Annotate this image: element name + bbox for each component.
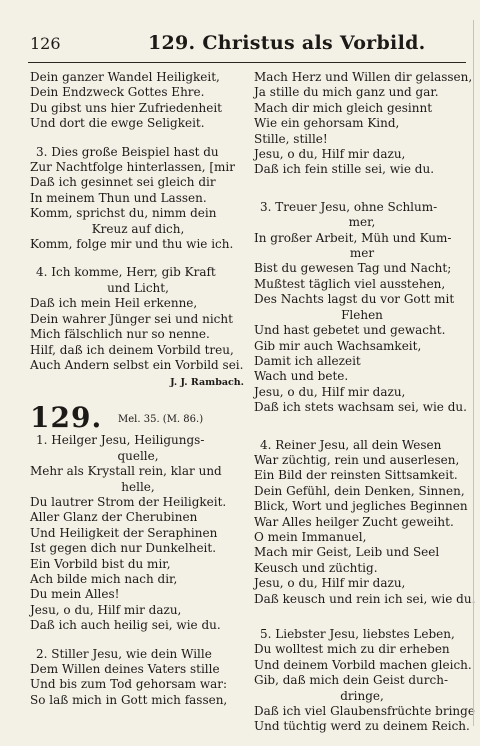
verse-line: Mach dir mich gleich gesinnt [254,100,433,115]
verse-line: Du lautrer Strom der Heiligkeit. [30,494,227,509]
hymn-129-stanza-1 [30,433,246,633]
hymn-129-stanza-4 [254,437,476,607]
hymn-129-stanza-3 [254,200,470,416]
verse-line: 4. Ich komme, Herr, gib Kraft [36,265,216,280]
verse-line: Daß ich stets wachsam sei, wie du. [254,400,467,415]
verse-line: Jesu, o du, Hilf mir dazu, [254,147,406,162]
verse-line: Des Nachts lagst du vor Gott mit [254,292,455,307]
verse-line: Und hast gebetet und gewacht. [254,323,446,338]
verse-line: Keusch und züchtig. [254,560,378,575]
verse-line: Dein ganzer Wandel Heiligkeit, [30,70,220,84]
verse-line: Daß ich fein stille sei, wie du. [254,162,435,177]
stanza-4 [30,265,246,373]
verse-line: Dein wahrer Jünger sei und nicht [30,311,233,326]
verse-line: Kreuz auf dich, [91,221,185,236]
verse-line: Und deinem Vorbild machen gleich. [254,657,472,672]
verse-line: dringe, [340,688,384,703]
verse-line: helle, [121,479,155,494]
verse-line: Damit ich allezeit [254,353,361,368]
verse-line: Wie ein gehorsam Kind, [254,116,400,131]
verse-line: Du gibst uns hier Zufriedenheit [30,100,222,115]
verse-line: Dein Endzweck Gottes Ehre. [30,85,205,100]
running-title: 129. Christus als Vorbild. [148,32,426,54]
verse-line: Mach mir Geist, Leib und Seel [254,545,440,560]
verse-line: Komm, sprichst du, nimm dein [30,206,217,221]
verse-line: Dem Willen deines Vaters stille [30,662,220,676]
verse-line: Ja stille du mich ganz und gar. [254,85,439,100]
verse-line: Dein Gefühl, dein Denken, Sinnen, [254,483,465,498]
verse-line: Mich fälschlich nur so nenne. [30,327,210,342]
verse-line: Und dort die ewge Seligkeit. [30,116,205,131]
verse-line: Und Heiligkeit der Seraphinen [30,525,218,540]
verse-line: Und bis zum Tod gehorsam war: [30,677,228,692]
verse-line: Blick, Wort und jegliches Beginnen [254,499,468,514]
verse-line: Daß keusch und rein ich sei, wie du. [254,591,476,606]
verse-line: War Alles heilger Zucht geweiht. [254,514,454,529]
author-attribution: J. J. Rambach. [170,377,244,389]
verse-line: 3. Treuer Jesu, ohne Schlum- [260,199,438,214]
verse-line: Daß ich mein Heil erkenne, [30,296,198,311]
verse-line: Und tüchtig werd zu deinem Reich. [254,719,470,734]
verse-line: mer [349,246,375,261]
verse-line: Jesu, o du, Hilf mir dazu, [254,576,406,591]
page-header [30,30,466,58]
verse-line: Du mein Alles! [30,587,120,602]
verse-line: Ein Vorbild bist du mir, [30,556,171,571]
verse-line: Bist du gewesen Tag und Nacht; [254,261,452,276]
verse-line: O mein Immanuel, [254,529,367,544]
verse-line: 1. Heilger Jesu, Heiligungs- [36,433,205,448]
stanza-end-previous [30,70,246,132]
left-column [30,70,246,708]
verse-line: Zur Nachtfolge hinterlassen, [mir [30,160,236,175]
verse-line: Jesu, o du, Hilf mir dazu, [30,602,182,617]
verse-line: Aller Glanz der Cherubinen [30,510,198,525]
hymn-129-stanza-2 [30,647,246,709]
hymn-129-stanza-5 [254,627,475,735]
verse-line: Ist gegen dich nur Dunkelheit. [30,541,217,556]
verse-line: und Licht, [107,280,169,295]
verse-line: Wach und bete. [254,369,349,384]
verse-line: Stille, stille! [254,131,328,146]
verse-line: Ach bilde mich nach dir, [30,571,178,586]
verse-line: 4. Reiner Jesu, all dein Wesen [260,437,442,452]
verse-line: Mußtest täglich viel ausstehen, [254,276,446,291]
verse-line: So laß mich in Gott mich fassen, [30,692,228,707]
verse-line: In meinem Thun und Lassen. [30,190,207,205]
verse-line: Daß ich auch heilig sei, wie du. [30,618,221,633]
hymn-number: 129. [30,401,103,435]
verse-line: mer, [348,215,376,230]
verse-line: War züchtig, rein und auserlesen, [254,452,460,467]
verse-line: Auch Andern selbst ein Vorbild sei. [30,357,244,372]
verse-line: Daß ich viel Glaubensfrüchte bringe [254,704,475,719]
melody-reference: Mel. 35. (M. 86.) [118,414,204,426]
verse-line: Gib mir auch Wachsamkeit, [254,338,422,353]
verse-line: Daß ich gesinnet sei gleich dir [30,175,216,190]
hymn-heading [30,401,246,433]
verse-line: Ein Bild der reinsten Sittsamkeit. [254,468,458,483]
header-rule [28,62,466,63]
verse-line: In großer Arbeit, Müh und Kum- [254,230,452,245]
stanza-3 [30,145,246,253]
verse-line: Komm, folge mir und thu wie ich. [30,237,234,252]
hymn-129-stanza-2-cont [254,70,473,178]
page-number: 126 [30,34,61,53]
verse-line: Gib, daß mich dein Geist durch- [254,673,449,688]
binding-edge [473,20,474,726]
verse-line: 5. Liebster Jesu, liebstes Leben, [260,627,455,641]
right-column [254,70,476,735]
verse-line: 3. Dies große Beispiel hast du [36,144,219,159]
verse-line: quelle, [117,448,159,463]
verse-line: Flehen [341,307,383,322]
verse-line: Jesu, o du, Hilf mir dazu, [254,384,406,399]
verse-line: Hilf, daß ich deinem Vorbild treu, [30,342,234,357]
verse-line: Mach Herz und Willen dir gelassen, [254,70,473,84]
verse-line: 2. Stiller Jesu, wie dein Wille [36,646,212,661]
verse-line: Du wolltest mich zu dir erheben [254,642,450,657]
verse-line: Mehr als Krystall rein, klar und [30,464,222,479]
